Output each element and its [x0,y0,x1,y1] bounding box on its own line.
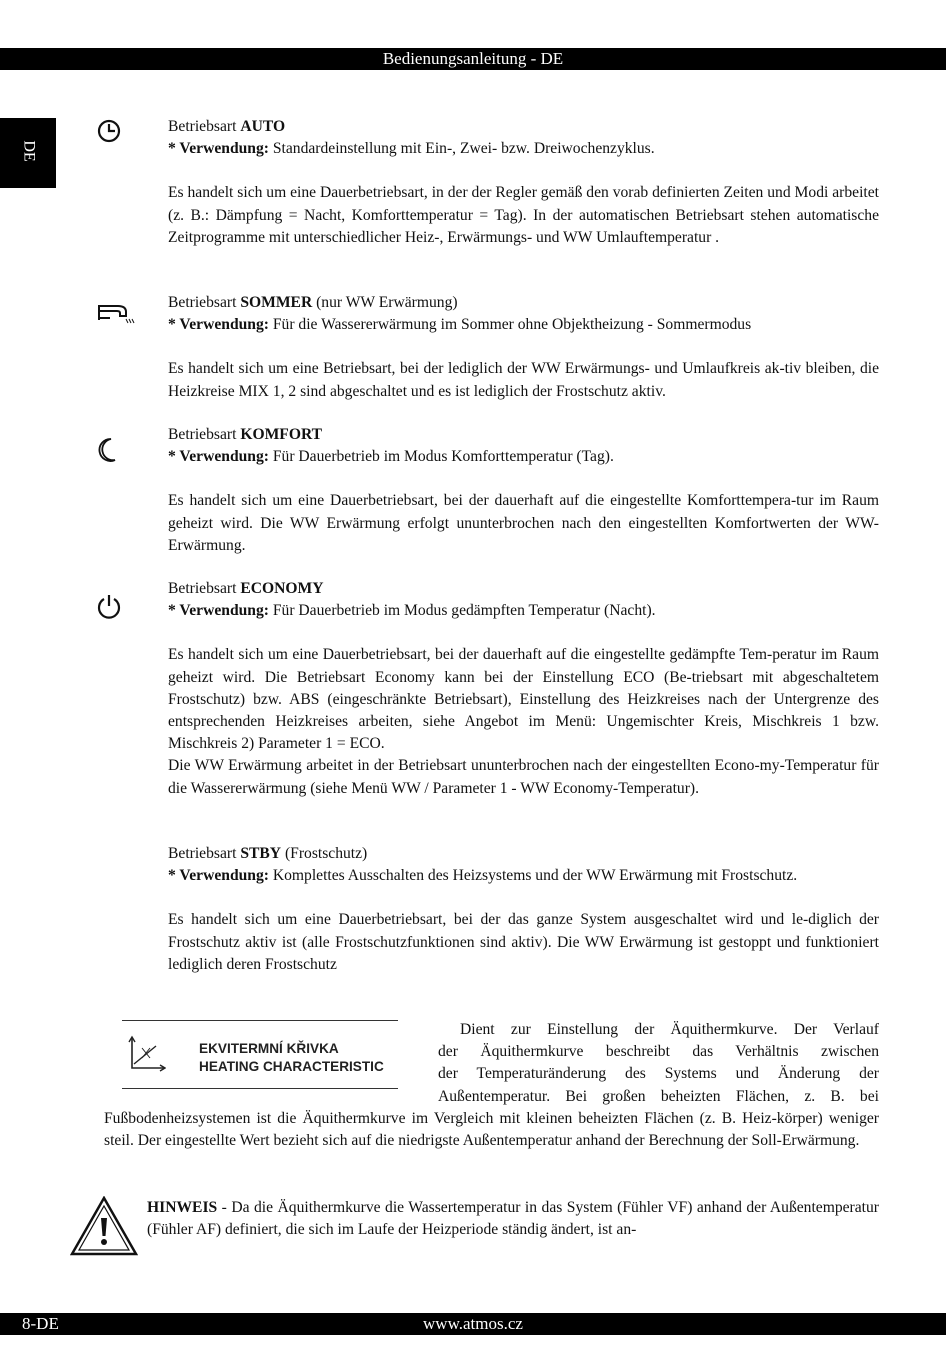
section-paragraph: Es handelt sich um eine Dauerbetriebsart, bei der dauerhaft auf die eingestellte gedämpfte Tem-peratur im Raum geheizt wird. Die Betriebsart Economy kann bei der Einstellung ECO (Be-triebsart mit abgeschaltetem Frostschutz) bzw. ABS (eingeschränkte Betriebsart), Einstellung des Heizkreises nach der Untergrenze des entsprechenden Heizkreises arbeiten, siehe Angebot im Menü: Ungemischter Kreis, Mischkreis 1 bzw. Mischkreis 2) Parameter 1 = ECO. [168,646,879,753]
usage-line: * Verwendung: Für die Wassererwärmung im Sommer ohne Objektheizung - Sommermodus [168,316,752,334]
section-auto [168,116,879,249]
page-number: 8-DE [22,1314,59,1333]
warning-icon [70,1196,138,1256]
moon-icon [97,437,119,463]
section-stby [168,843,879,976]
usage-line: * Verwendung: Komplettes Ausschalten des Heizsystems und der WW Erwärmung mit Frostschutz. [168,867,798,885]
section-sommer [168,292,879,403]
power-icon [96,592,122,620]
usage-line: * Verwendung: Standardeinstellung mit Ein-, Zwei- bzw. Dreiwochenzyklus. [168,140,655,158]
usage-line: * Verwendung: Für Dauerbetrieb im Modus Komforttemperatur (Tag). [168,448,614,466]
notice-text: HINWEIS - Da die Äquithermkurve die Wassertemperatur in das System (Fühler VF) anhand der Außentemperatur (Fühler AF) definiert, die sich im Laufe der Heizperiode ständig ändert, ist an- [147,1199,879,1239]
section-komfort [168,424,879,557]
section-title: Betriebsart SOMMER (nur WW Erwärmung) [168,294,458,311]
section-economy [168,578,879,800]
logo-text: EKVITERMNÍ KŘIVKA HEATING CHARACTERISTIC [199,1041,384,1074]
page-header [0,48,946,70]
section-paragraph: Es handelt sich um eine Dauerbetriebsart, in der der Regler gemäß den vorab definierten Zeiten und Modi arbeitet (z. B.: Dämpfung = Nacht, Komforttemperatur = Tag). In der automatischen Betriebsart stehen automatische Zeitprogramme mit unterschiedlicher Heiz-, Erwärmungs- und WW Umlauftemperatur . [168,184,879,246]
section-paragraph: Es handelt sich um eine Dauerbetriebsart, bei der dauerhaft auf die eingestellte Komforttempera-tur im Raum geheizt wird. Die WW Erwärmung erfolgt ununterbrochen nach den eingestellten Komfortwerten der WW-Erwärmung. [168,492,879,554]
section-title: Betriebsart AUTO [168,118,286,135]
header-title: Bedienungsanleitung - DE [382,49,564,68]
language-tab [0,118,56,188]
faucet-icon [96,298,140,328]
clock-icon [96,118,122,144]
usage-line: * Verwendung: Für Dauerbetrieb im Modus gedämpften Temperatur (Nacht). [168,602,656,620]
footer-url[interactable]: www.atmos.cz [423,1314,523,1333]
language-tab-label: DE [20,140,38,162]
curve-description: Fußbodenheizsystemen ist die Äquithermkurve im Vergleich mit kleinen beheizten Flächen (z. B. Heiz-körper) weniger steil. Der eingestellte Wert bezieht sich auf die niedrigste Außentemperatur anhand der Berechnung der Soll-Erwärmung. [104,1110,879,1150]
heating-characteristic-logo [122,1020,398,1090]
curve-description-wrapped: Dient zur Einstellung der Äquithermkurve. Der Verlauf der Äquithermkurve beschreibt das Verhältnis zwischen der Temperaturänderung des Systems und Änderung der Außentemperatur. Bei großen beheizten Flächen, z. B. bei [438,1021,879,1105]
section-paragraph: Die WW Erwärmung arbeitet in der Betriebsart ununterbrochen nach der eingestellten Econo-my-Temperatur für die Wassererwärmung (siehe Menü WW / Parameter 1 - WW Economy-Temperatur). [168,757,879,797]
section-title: Betriebsart KOMFORT [168,426,323,443]
section-title: Betriebsart ECONOMY [168,580,324,597]
section-paragraph: Es handelt sich um eine Betriebsart, bei der lediglich der WW Erwärmungs- und Umlaufkreis ak-tiv bleiben, die Heizkreise MIX 1, 2 sind abgeschaltet und es ist lediglich der Frostschutz aktiv. [168,360,879,400]
section-paragraph: Es handelt sich um eine Dauerbetriebsart, bei der das ganze System ausgeschaltet wird und le-diglich der Frostschutz aktiv ist (alle Frostschutzfunktionen sind aktiv). Die WW Erwärmung ist gestoppt und funktioniert lediglich deren Frostschutz [168,911,879,973]
curve-chart-icon [126,1034,166,1074]
page-footer [0,1313,946,1335]
notice-label: HINWEIS [147,1199,218,1216]
section-title: Betriebsart STBY (Frostschutz) [168,845,368,862]
